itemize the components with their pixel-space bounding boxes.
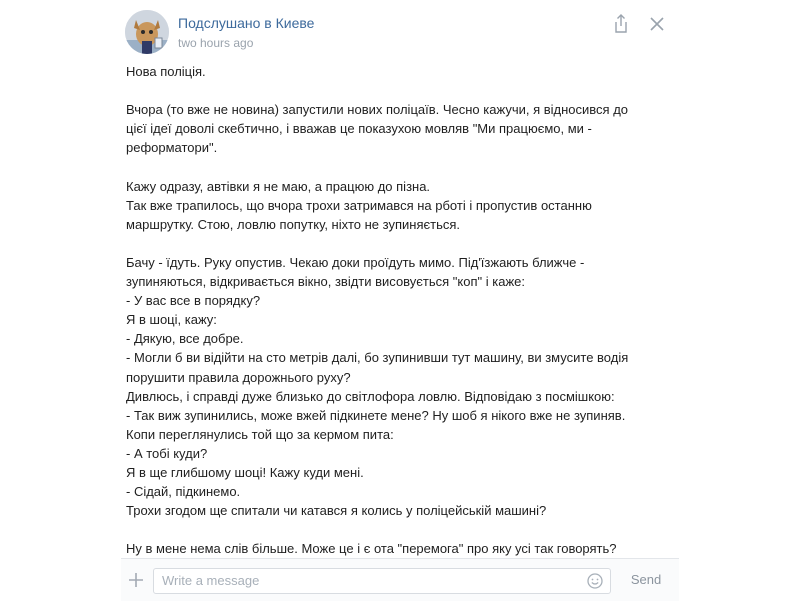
- avatar[interactable]: [125, 10, 169, 54]
- plus-icon: [125, 569, 147, 591]
- post-text-line: порушити правила дорожнього руху?: [126, 369, 351, 385]
- post-text-line: - У вас все в порядку?: [126, 293, 261, 309]
- emoji-icon: [586, 572, 604, 590]
- post-text-line: - А тобі куди?: [126, 445, 208, 461]
- close-button[interactable]: [645, 12, 669, 36]
- post-text-line: Трохи згодом ще спитали чи катався я колись у поліцейській машині?: [126, 503, 547, 519]
- emoji-button[interactable]: [586, 572, 604, 590]
- post-header: [121, 0, 679, 58]
- post-text-line: - Сідай, підкинемо.: [126, 484, 241, 500]
- share-icon: [609, 12, 633, 36]
- post-text-line: Дивлюсь, і справді дуже близько до світлофора ловлю. Відповідаю з посмішкою:: [126, 388, 615, 404]
- post-text-line: - Так виж зупинились, може вжей підкинете мене? Ну шоб я нікого вже не зупиняв.: [126, 407, 626, 423]
- share-button[interactable]: [609, 12, 633, 36]
- post-text-line: Ну в мене нема слів більше. Може це і є ота "перемога" про яку усі так говорять?: [126, 541, 617, 557]
- post-text-line: реформатори".: [126, 140, 218, 156]
- cartoon-character-avatar-icon: [125, 10, 169, 54]
- post-text-line: Я в ще глибшому шоці! Кажу куди мені.: [126, 464, 364, 480]
- post-author[interactable]: Подслушано в Киеве: [178, 15, 315, 31]
- post-text-line: цієї ідеї доволі скебтично, і вважав це показухою мовляв "Ми працюємо, ми -: [126, 121, 592, 137]
- message-composer: [121, 558, 679, 601]
- message-input-box[interactable]: [153, 568, 611, 594]
- send-button[interactable]: Send: [630, 572, 662, 587]
- post-text-line: Я в шоці, кажу:: [126, 312, 217, 328]
- post-text-line: Кажу одразу, автівки я не маю, а працюю до пізна.: [126, 178, 431, 194]
- post-text-line: Бачу - їдуть. Руку опустив. Чекаю доки проїдуть мимо. Під'їзжають ближче -: [126, 254, 585, 270]
- post-text-line: Так вже трапилось, що вчора трохи затримався на рботі і пропустив останню: [126, 197, 592, 213]
- post-text-line: Нова поліція.: [126, 64, 206, 79]
- post-timestamp[interactable]: two hours ago: [178, 36, 254, 50]
- post-text-line: - Дякую, все добре.: [126, 331, 244, 347]
- post-modal: [121, 0, 679, 600]
- post-text-line: Вчора (то вже не новина) запустили нових поліцаїв. Чесно кажучи, я відносився до: [126, 102, 629, 118]
- post-text-line: зупиняються, відкривається вікно, звідти висовується "коп" і каже:: [126, 274, 525, 290]
- close-icon: [645, 12, 669, 36]
- post-text-line: - Могли б ви відійти на сто метрів далі, бо зупинивши тут машину, ви змусите водія: [126, 350, 629, 366]
- attach-button[interactable]: [125, 569, 147, 591]
- post-text: [126, 62, 674, 558]
- post-text-line: маршрутку. Стою, ловлю попутку, ніхто не зупиняється.: [126, 216, 460, 232]
- post-text-line: Копи переглянулись той що за кермом пита:: [126, 426, 394, 442]
- message-input[interactable]: [162, 569, 562, 591]
